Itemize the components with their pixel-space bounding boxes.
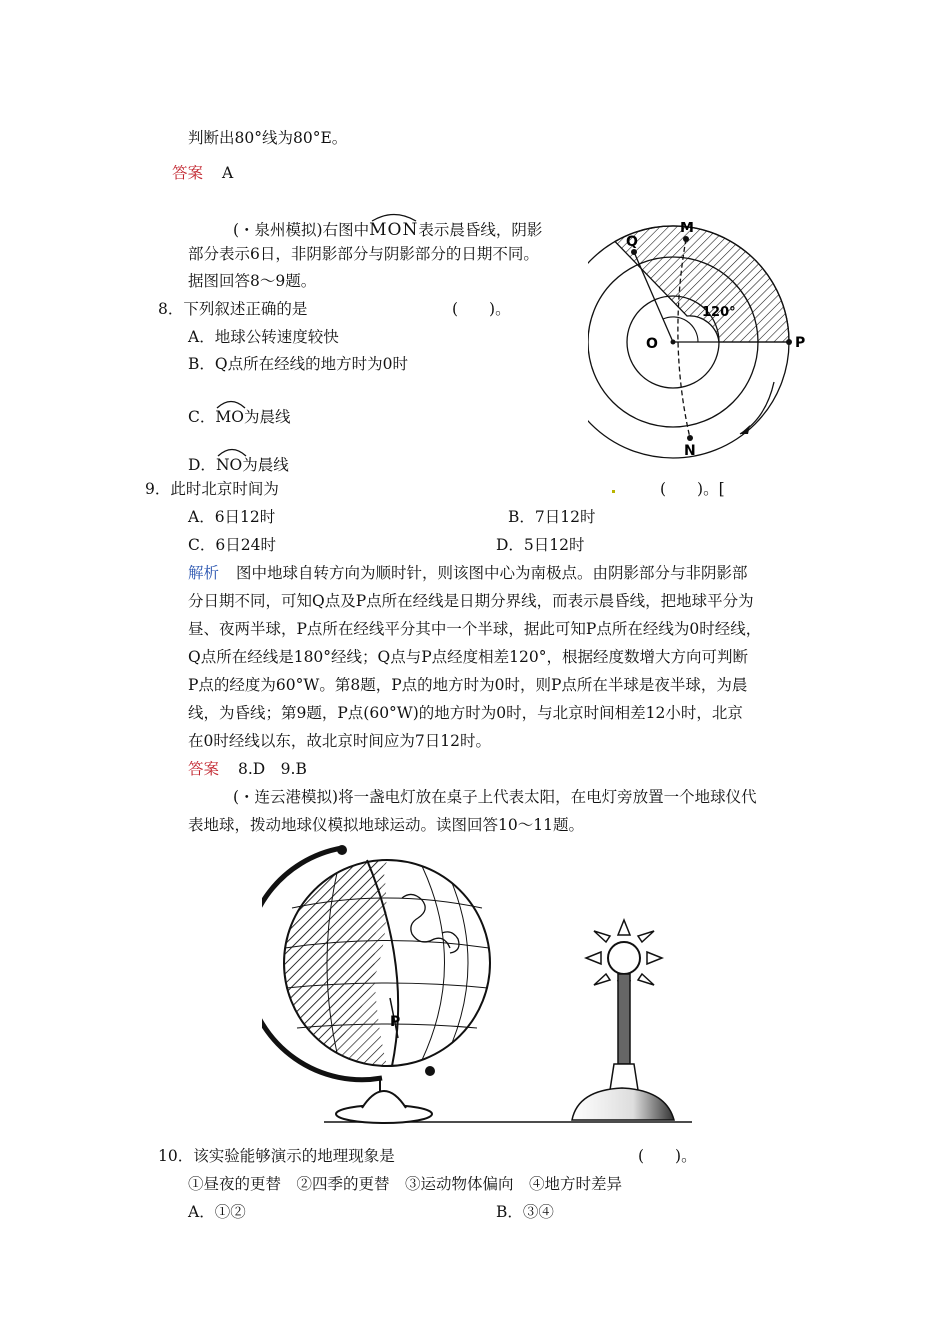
option-10b: B．③④	[496, 1203, 554, 1221]
option-suffix: 为晨线	[243, 408, 291, 426]
option-8a: A．地球公转速度较快	[188, 328, 339, 346]
arc-mark-icon	[215, 397, 247, 409]
shaded-sector	[615, 226, 789, 342]
question-8: 8．下列叙述正确的是	[158, 300, 308, 318]
intro-q10-line2: 表地球，拨动地球仪模拟地球运动。读图回答10～11题。	[188, 816, 584, 834]
answer-label: 答案	[172, 164, 204, 182]
option-10a: A．①②	[188, 1203, 246, 1221]
option-prefix: C．	[188, 408, 216, 426]
option-8d	[188, 449, 289, 475]
point-n	[687, 435, 693, 441]
label-p: P	[795, 335, 806, 351]
option-prefix: D．	[188, 456, 216, 474]
question-10-options: ①昼夜的更替 ②四季的更替 ③运动物体偏向 ④地方时差异	[188, 1175, 623, 1193]
answer-value: A	[221, 164, 234, 182]
arc-no	[216, 449, 242, 475]
analysis-line6: 线，为昏线；第9题，P点(60°W)的地方时为0时，与北京时间相差12小时，北京	[188, 704, 743, 722]
question-10-paren: ( )。	[638, 1147, 697, 1165]
lamp-bulb	[608, 942, 640, 974]
answer-value: 8.D 9.B	[237, 760, 307, 778]
intro-text: (・泉州模拟)右图中	[233, 221, 370, 239]
question-8-paren: ( )。	[452, 300, 511, 318]
label-n: N	[684, 443, 696, 459]
axis-bottom-knob	[425, 1066, 435, 1076]
option-suffix: 为晨线	[242, 456, 289, 474]
option-9a: A．6日12时	[188, 508, 276, 526]
arc-mark-icon	[369, 210, 419, 222]
answer-label: 答案	[188, 760, 220, 778]
label-m: M	[680, 222, 694, 236]
option-9c: C．6日24时	[188, 536, 276, 554]
intro-q8-line3: 据图回答8～9题。	[188, 272, 317, 290]
question-9-paren: ( )。[	[660, 480, 725, 498]
question-9: 9．此时北京时间为	[145, 480, 279, 498]
arc-text: MO	[215, 408, 244, 426]
point-o	[671, 340, 676, 345]
question-10: 10．该实验能够演示的地理现象是	[158, 1147, 395, 1165]
analysis-line5: P点的经度为60°W。第8题，P点的地方时为0时，则P点所在半球是夜半球，为晨	[188, 676, 748, 694]
polar-diagram	[588, 222, 830, 462]
analysis-text: 图中地球自转方向为顺时针，则该图中心为南极点。由阴影部分与非阴影部	[235, 564, 748, 582]
analysis-line1	[188, 563, 747, 583]
label-angle: 120°	[702, 305, 736, 320]
stray-dot	[612, 490, 615, 493]
intro-q10-line1: (・连云港模拟)将一盏电灯放在桌子上代表太阳，在电灯旁放置一个地球仪代	[233, 788, 757, 806]
option-9d: D．5日12时	[496, 536, 585, 554]
lamp-pole	[618, 974, 630, 1064]
intro-text: 表示晨昏线，阴影	[418, 221, 543, 239]
globe-label-p: P	[390, 1014, 401, 1030]
analysis-line4: Q点所在经线是180°经线；Q点与P点经度相差120°，根据经度数增大方向可判断	[188, 648, 749, 666]
arc-mon	[369, 214, 418, 240]
analysis-line2: 分日期不同，可知Q点及P点所在经线是日期分界线，而表示晨昏线，把地球平分为	[188, 592, 754, 610]
option-8b: B．Q点所在经线的地方时为0时	[188, 355, 408, 373]
lamp-base	[572, 1088, 674, 1120]
arc-text: NO	[215, 456, 243, 474]
answer-line-2	[188, 759, 307, 779]
option-8c	[188, 401, 290, 427]
analysis-line3: 昼、夜两半球，P点所在经线平分其中一个半球，据此可知P点所在经线为0时经线，	[188, 620, 762, 638]
analysis-label: 解析	[188, 564, 220, 582]
intro-q8-line2: 部分表示6日，非阴影部分与阴影部分的日期不同。	[188, 245, 539, 263]
analysis-line7: 在0时经线以东，故北京时间应为7日12时。	[188, 732, 491, 750]
answer-line	[172, 163, 233, 183]
arc-mo	[215, 401, 244, 427]
arc-text: MON	[369, 220, 419, 240]
option-9b: B．7日12时	[508, 508, 596, 526]
label-o: O	[646, 336, 658, 352]
text-line: 判断出80°线为80°E。	[188, 129, 348, 147]
label-q: Q	[626, 234, 638, 250]
point-p	[786, 339, 792, 345]
arc-mark-icon	[216, 445, 248, 457]
axis-top-knob	[337, 845, 347, 855]
point-m	[683, 236, 689, 242]
globe-lamp-figure	[262, 838, 702, 1133]
intro-q8-line1	[233, 214, 542, 240]
